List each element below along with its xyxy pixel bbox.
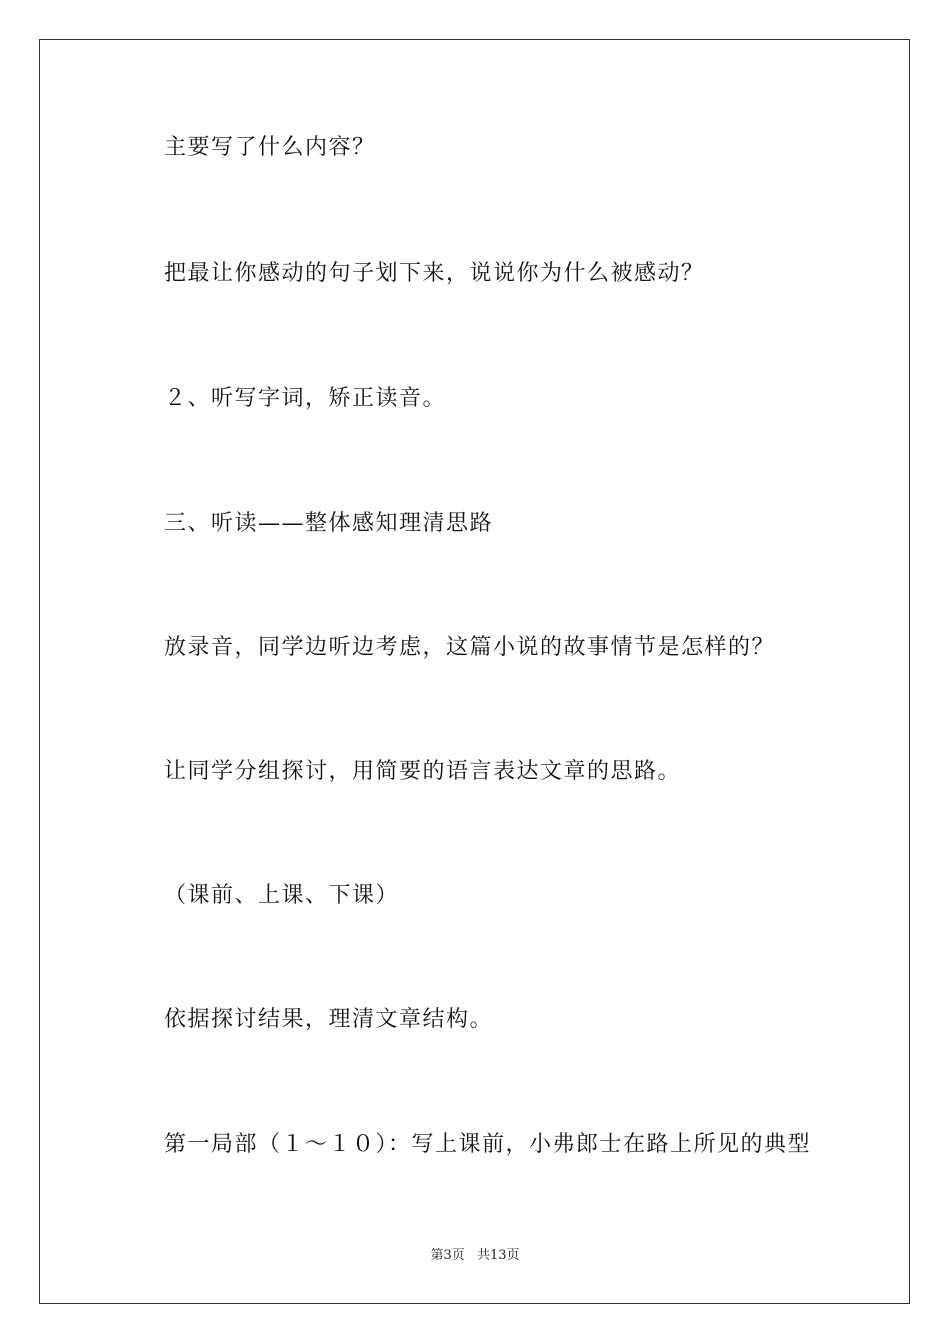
text-line-1: 主要写了什么内容？ (164, 135, 376, 160)
section-heading: 三、听读——整体感知理清思路 (164, 511, 494, 536)
text-line-9: 第一局部（１～１０）：写上课前，小弗郎士在路上所见的典型 (164, 1132, 812, 1157)
text-line-8: 依据探讨结果，理清文章结构。 (164, 1007, 494, 1032)
text-line-6: 让同学分组探讨，用简要的语言表达文章的思路。 (164, 759, 682, 784)
text-line-3: ２、听写字词，矫正读音。 (164, 386, 447, 411)
page-number-current: 第3页 (430, 1248, 465, 1263)
page-border (39, 39, 910, 1304)
text-line-2: 把最让你感动的句子划下来，说说你为什么被感动？ (164, 261, 705, 286)
text-line-5: 放录音，同学边听边考虑，这篇小说的故事情节是怎样的？ (164, 635, 776, 660)
page-number-total: 共13页 (476, 1248, 520, 1263)
page-footer (0, 1247, 950, 1265)
text-line-7: （课前、上课、下课） (164, 883, 400, 908)
